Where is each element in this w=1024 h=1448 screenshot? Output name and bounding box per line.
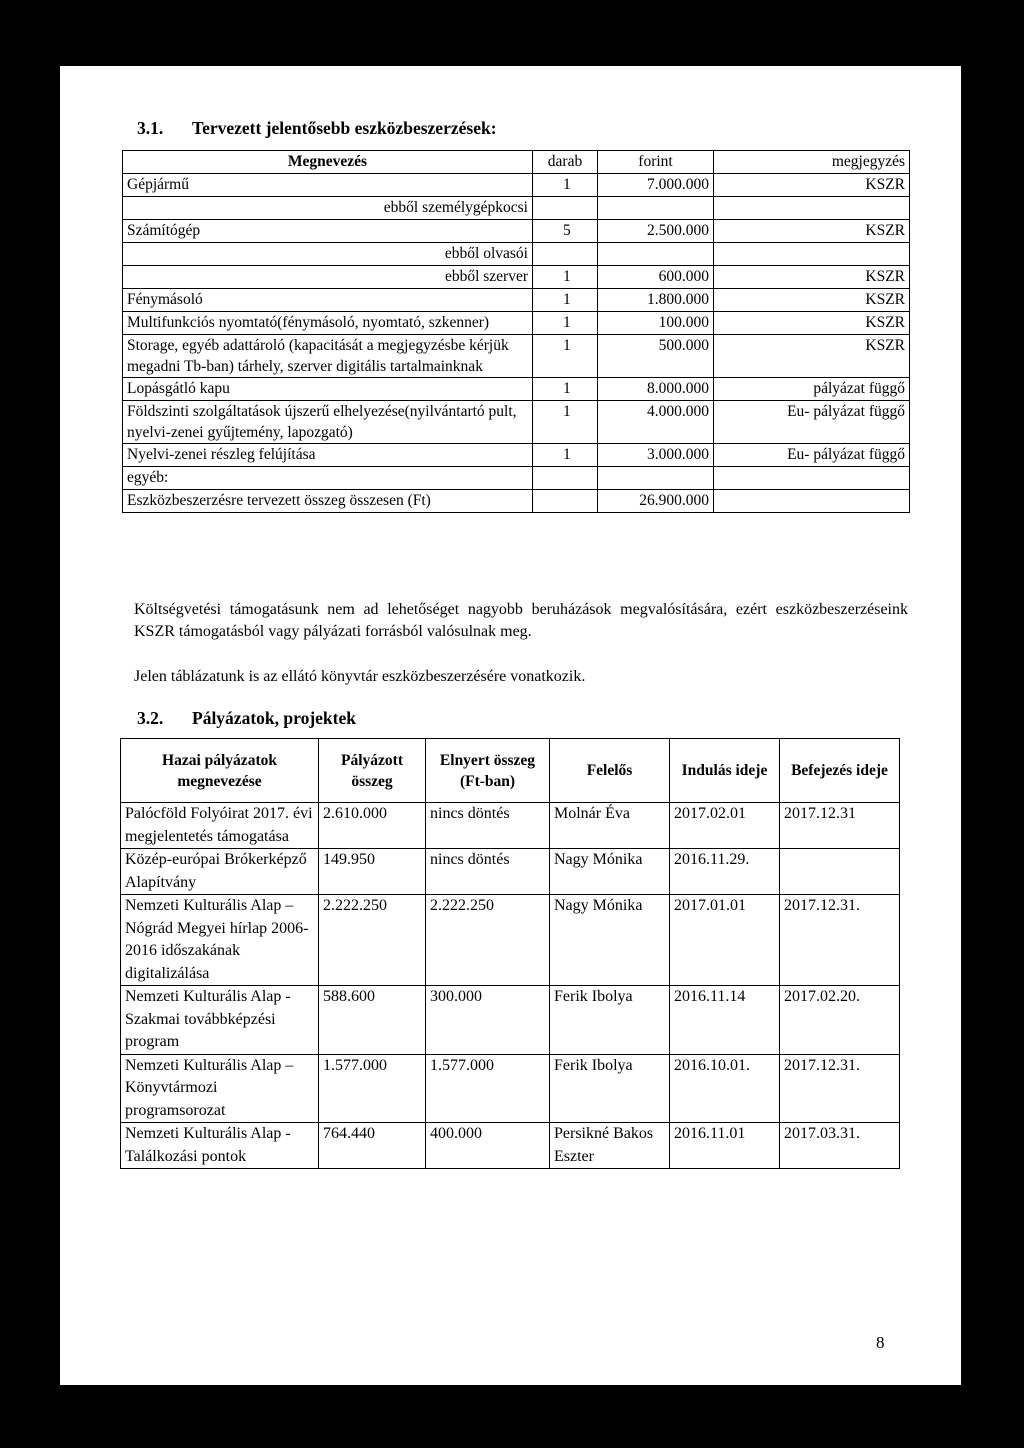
row-name: Storage, egyéb adattároló (kapacitását a megjegyzésbe kérjük megadni Tb-ban) tárhely, szerver digitális tartalmainknak — [123, 335, 533, 378]
awarded-amount: 300.000 — [426, 986, 550, 1055]
table-row — [123, 289, 910, 312]
row-name: ebből szerver — [123, 266, 533, 289]
row-qty: 1 — [533, 312, 598, 335]
table-row — [121, 1054, 900, 1123]
budget-paragraph: Költségvetési támogatásunk nem ad lehetőséget nagyobb beruházások megvalósítására, ezért eszközbeszerzéseink KSZR támogatásból vagy pályázati forrásból valósulnak meg. — [134, 601, 908, 640]
project-name: Nemzeti Kulturális Alap – Nógrád Megyei hírlap 2006-2016 időszakának digitalizálása — [121, 895, 319, 986]
project-name: Közép-európai Brókerképző Alapítvány — [121, 849, 319, 895]
row-amount: 500.000 — [598, 335, 714, 378]
header-amount: forint — [598, 151, 714, 174]
awarded-amount: 2.222.250 — [426, 895, 550, 986]
projects-table — [120, 738, 900, 1169]
requested-amount: 2.222.250 — [319, 895, 426, 986]
row-amount: 7.000.000 — [598, 174, 714, 197]
page-number: 8 — [876, 1333, 885, 1352]
row-note: KSZR — [714, 174, 910, 197]
table-row — [123, 312, 910, 335]
responsible-person: Ferik Ibolya — [550, 1054, 670, 1123]
header-project-name: Hazai pályázatok megnevezése — [121, 739, 319, 803]
table-row — [123, 490, 910, 513]
table-row — [121, 1123, 900, 1169]
row-qty: 1 — [533, 444, 598, 467]
row-note: KSZR — [714, 289, 910, 312]
header-name: Megnevezés — [123, 151, 533, 174]
table-row — [123, 243, 910, 266]
end-date: 2017.02.20. — [780, 986, 900, 1055]
end-date — [780, 849, 900, 895]
header-requested: Pályázott összeg — [319, 739, 426, 803]
row-amount — [598, 197, 714, 220]
end-date: 2017.12.31. — [780, 895, 900, 986]
section-heading-equipment: 3.1. Tervezett jelentősebb eszközbeszerzések: — [137, 118, 497, 138]
row-note: Eu- pályázat függő — [714, 444, 910, 467]
row-qty — [533, 197, 598, 220]
responsible-person: Nagy Mónika — [550, 895, 670, 986]
start-date: 2016.11.01 — [670, 1123, 780, 1169]
table-row — [123, 401, 910, 444]
responsible-person: Nagy Mónika — [550, 849, 670, 895]
requested-amount: 588.600 — [319, 986, 426, 1055]
table-row — [123, 444, 910, 467]
row-name: Lopásgátló kapu — [123, 378, 533, 401]
row-amount: 100.000 — [598, 312, 714, 335]
row-amount: 2.500.000 — [598, 220, 714, 243]
row-name: Nyelvi-zenei részleg felújítása — [123, 444, 533, 467]
end-date: 2017.12.31 — [780, 803, 900, 849]
row-qty: 1 — [533, 335, 598, 378]
project-name: Palócföld Folyóirat 2017. évi megjelentetés támogatása — [121, 803, 319, 849]
row-note — [714, 197, 910, 220]
row-amount: 1.800.000 — [598, 289, 714, 312]
row-qty — [533, 467, 598, 490]
row-amount — [598, 243, 714, 266]
row-amount: 4.000.000 — [598, 401, 714, 444]
end-date: 2017.03.31. — [780, 1123, 900, 1169]
requested-amount: 764.440 — [319, 1123, 426, 1169]
row-name: Fénymásoló — [123, 289, 533, 312]
project-name: Nemzeti Kulturális Alap - Szakmai továbbképzési program — [121, 986, 319, 1055]
awarded-amount: nincs döntés — [426, 849, 550, 895]
row-name: egyéb: — [123, 467, 533, 490]
responsible-person: Molnár Éva — [550, 803, 670, 849]
row-note: Eu- pályázat függő — [714, 401, 910, 444]
requested-amount: 2.610.000 — [319, 803, 426, 849]
header-qty: darab — [533, 151, 598, 174]
requested-amount: 1.577.000 — [319, 1054, 426, 1123]
row-qty: 5 — [533, 220, 598, 243]
header-start: Indulás ideje — [670, 739, 780, 803]
equipment-table-header — [123, 151, 910, 174]
scope-paragraph: Jelen táblázatunk is az ellátó könyvtár eszközbeszerzésére vonatkozik. — [134, 668, 586, 685]
row-amount: 3.000.000 — [598, 444, 714, 467]
row-note: pályázat függő — [714, 378, 910, 401]
table-row — [123, 266, 910, 289]
row-note: KSZR — [714, 220, 910, 243]
row-name: Számítógép — [123, 220, 533, 243]
table-row — [121, 986, 900, 1055]
row-qty: 1 — [533, 378, 598, 401]
table-row — [123, 335, 910, 378]
header-end: Befejezés ideje — [780, 739, 900, 803]
end-date: 2017.12.31. — [780, 1054, 900, 1123]
row-name: ebből személygépkocsi — [123, 197, 533, 220]
header-awarded: Elnyert összeg (Ft-ban) — [426, 739, 550, 803]
row-amount: 26.900.000 — [598, 490, 714, 513]
row-qty — [533, 243, 598, 266]
row-qty: 1 — [533, 174, 598, 197]
row-name: Eszközbeszerzésre tervezett összeg összesen (Ft) — [123, 490, 533, 513]
awarded-amount: nincs döntés — [426, 803, 550, 849]
header-responsible: Felelős — [550, 739, 670, 803]
row-qty: 1 — [533, 401, 598, 444]
row-note: KSZR — [714, 335, 910, 378]
header-note: megjegyzés — [714, 151, 910, 174]
table-row — [121, 849, 900, 895]
section-heading-projects: 3.2. Pályázatok, projektek — [137, 708, 356, 728]
projects-table-header — [121, 739, 900, 803]
row-qty: 1 — [533, 289, 598, 312]
awarded-amount: 1.577.000 — [426, 1054, 550, 1123]
row-amount: 8.000.000 — [598, 378, 714, 401]
requested-amount: 149.950 — [319, 849, 426, 895]
row-amount: 600.000 — [598, 266, 714, 289]
start-date: 2016.11.29. — [670, 849, 780, 895]
document-page — [60, 66, 961, 1385]
row-note: KSZR — [714, 266, 910, 289]
responsible-person: Ferik Ibolya — [550, 986, 670, 1055]
responsible-person: Persikné Bakos Eszter — [550, 1123, 670, 1169]
row-name: Gépjármű — [123, 174, 533, 197]
row-name: Földszinti szolgáltatások újszerű elhelyezése(nyilvántartó pult, nyelvi-zenei gyűjtemény, lapozgató) — [123, 401, 533, 444]
table-row — [123, 378, 910, 401]
table-row — [123, 197, 910, 220]
project-name: Nemzeti Kulturális Alap – Könyvtármozi programsorozat — [121, 1054, 319, 1123]
project-name: Nemzeti Kulturális Alap -Találkozási pontok — [121, 1123, 319, 1169]
table-row — [121, 803, 900, 849]
start-date: 2016.11.14 — [670, 986, 780, 1055]
start-date: 2017.02.01 — [670, 803, 780, 849]
table-row — [121, 895, 900, 986]
equipment-table — [122, 150, 910, 513]
row-name: Multifunkciós nyomtató(fénymásoló, nyomtató, szkenner) — [123, 312, 533, 335]
table-row — [123, 467, 910, 490]
start-date: 2016.10.01. — [670, 1054, 780, 1123]
row-note — [714, 467, 910, 490]
table-row — [123, 220, 910, 243]
row-name: ebből olvasói — [123, 243, 533, 266]
awarded-amount: 400.000 — [426, 1123, 550, 1169]
row-note: KSZR — [714, 312, 910, 335]
row-note — [714, 490, 910, 513]
table-row — [123, 174, 910, 197]
row-qty: 1 — [533, 266, 598, 289]
row-qty — [533, 490, 598, 513]
start-date: 2017.01.01 — [670, 895, 780, 986]
row-note — [714, 243, 910, 266]
row-amount — [598, 467, 714, 490]
